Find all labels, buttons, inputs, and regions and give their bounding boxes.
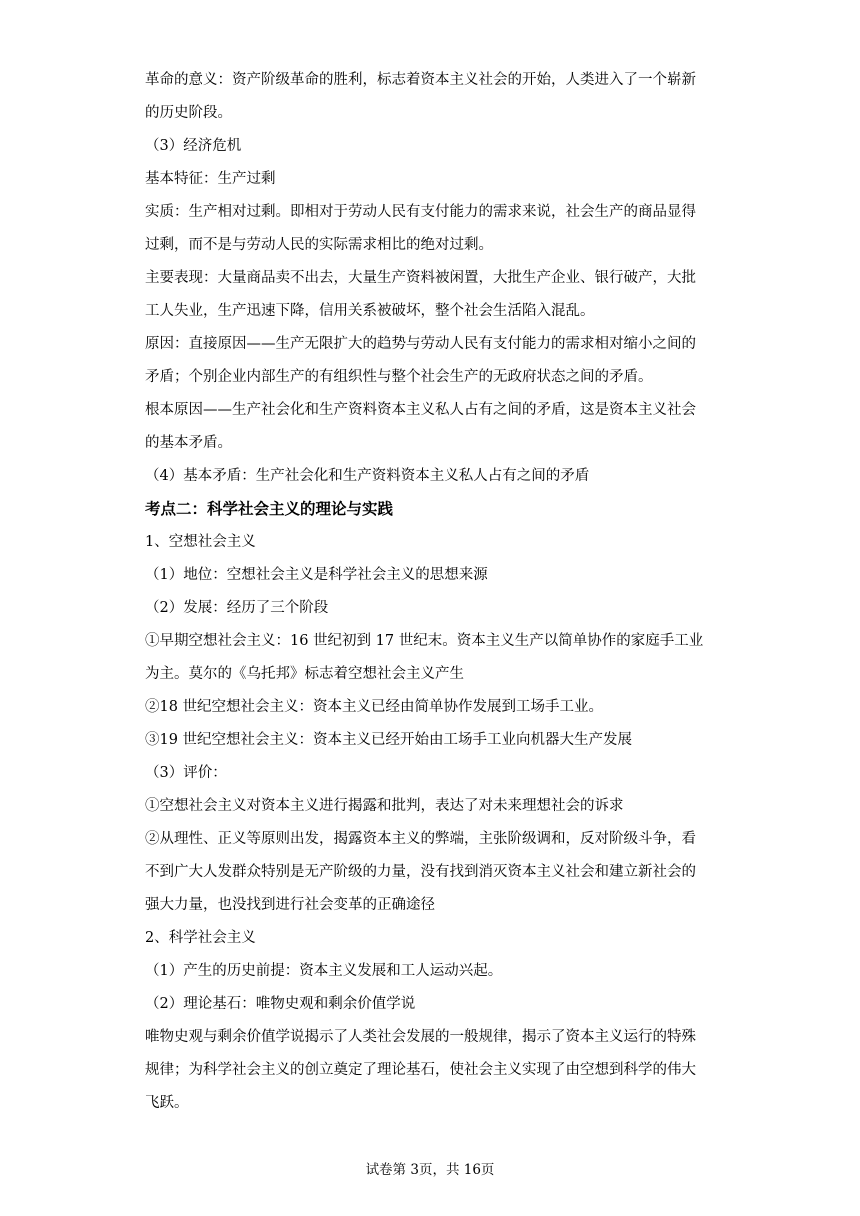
text-line: ①早期空想社会主义：16 世纪初到 17 世纪末。资本主义生产以简单协作的家庭手工业 (145, 633, 704, 649)
text-line: 革命的意义：资产阶级革命的胜利，标志着资本主义社会的开始，人类进入了一个崭新 (145, 72, 696, 88)
text-line: 的历史阶段。 (145, 105, 232, 121)
text-line: （3）经济危机 (145, 138, 242, 154)
text-line: （2）发展：经历了三个阶段 (145, 600, 329, 616)
text-line: 实质：生产相对过剩。即相对于劳动人民有支付能力的需求来说，社会生产的商品显得 (145, 204, 696, 220)
page-content (145, 64, 720, 1120)
page-footer: 试卷第 3页，共 16页 (365, 1162, 495, 1178)
text-line: ③19 世纪空想社会主义：资本主义已经开始由工场手工业向机器大生产发展 (145, 732, 633, 748)
text-line: 不到广大人发群众特别是无产阶级的力量，没有找到消灭资本主义社会和建立新社会的 (145, 864, 696, 880)
text-line: （4）基本矛盾：生产社会化和生产资料资本主义私人占有之间的矛盾 (145, 468, 590, 484)
text-line: 2、科学社会主义 (145, 930, 256, 946)
text-line: （1）地位：空想社会主义是科学社会主义的思想来源 (145, 567, 488, 583)
text-line: 为主。莫尔的《乌托邦》标志着空想社会主义产生 (145, 666, 464, 682)
text-line: 唯物史观与剩余价值学说揭示了人类社会发展的一般规律，揭示了资本主义运行的特殊 (145, 1029, 696, 1045)
text-line: （1）产生的历史前提：资本主义发展和工人运动兴起。 (145, 963, 503, 979)
text-line: 强大力量，也没找到进行社会变革的正确途径 (145, 897, 435, 913)
text-line: 的基本矛盾。 (145, 435, 232, 451)
text-line: 根本原因——生产社会化和生产资料资本主义私人占有之间的矛盾，这是资本主义社会 (145, 402, 696, 418)
text-line: 基本特征：生产过剩 (145, 171, 276, 187)
text-line: 原因：直接原因——生产无限扩大的趋势与劳动人民有支付能力的需求相对缩小之间的 (145, 336, 696, 352)
text-line: ②18 世纪空想社会主义：资本主义已经由简单协作发展到工场手工业。 (145, 699, 604, 715)
text-line: 规律；为科学社会主义的创立奠定了理论基石，使社会主义实现了由空想到科学的伟大 (145, 1062, 696, 1078)
text-line: （2）理论基石：唯物史观和剩余价值学说 (145, 996, 416, 1012)
section-heading: 考点二：科学社会主义的理论与实践 (145, 500, 394, 518)
text-line: 飞跃。 (145, 1095, 189, 1111)
text-line: （3）评价： (145, 765, 227, 781)
text-line: ①空想社会主义对资本主义进行揭露和批判，表达了对未来理想社会的诉求 (145, 798, 624, 814)
text-line: 矛盾；个别企业内部生产的有组织性与整个社会生产的无政府状态之间的矛盾。 (145, 369, 653, 385)
text-line: ②从理性、正义等原则出发，揭露资本主义的弊端，主张阶级调和，反对阶级斗争，看 (145, 831, 696, 847)
text-line: 工人失业，生产迅速下降，信用关系被破坏，整个社会生活陷入混乱。 (145, 303, 595, 319)
text-line: 1、空想社会主义 (145, 534, 256, 550)
text-line: 过剩，而不是与劳动人民的实际需求相比的绝对过剩。 (145, 237, 493, 253)
text-line: 主要表现：大量商品卖不出去，大量生产资料被闲置，大批生产企业、银行破产，大批 (145, 270, 696, 286)
